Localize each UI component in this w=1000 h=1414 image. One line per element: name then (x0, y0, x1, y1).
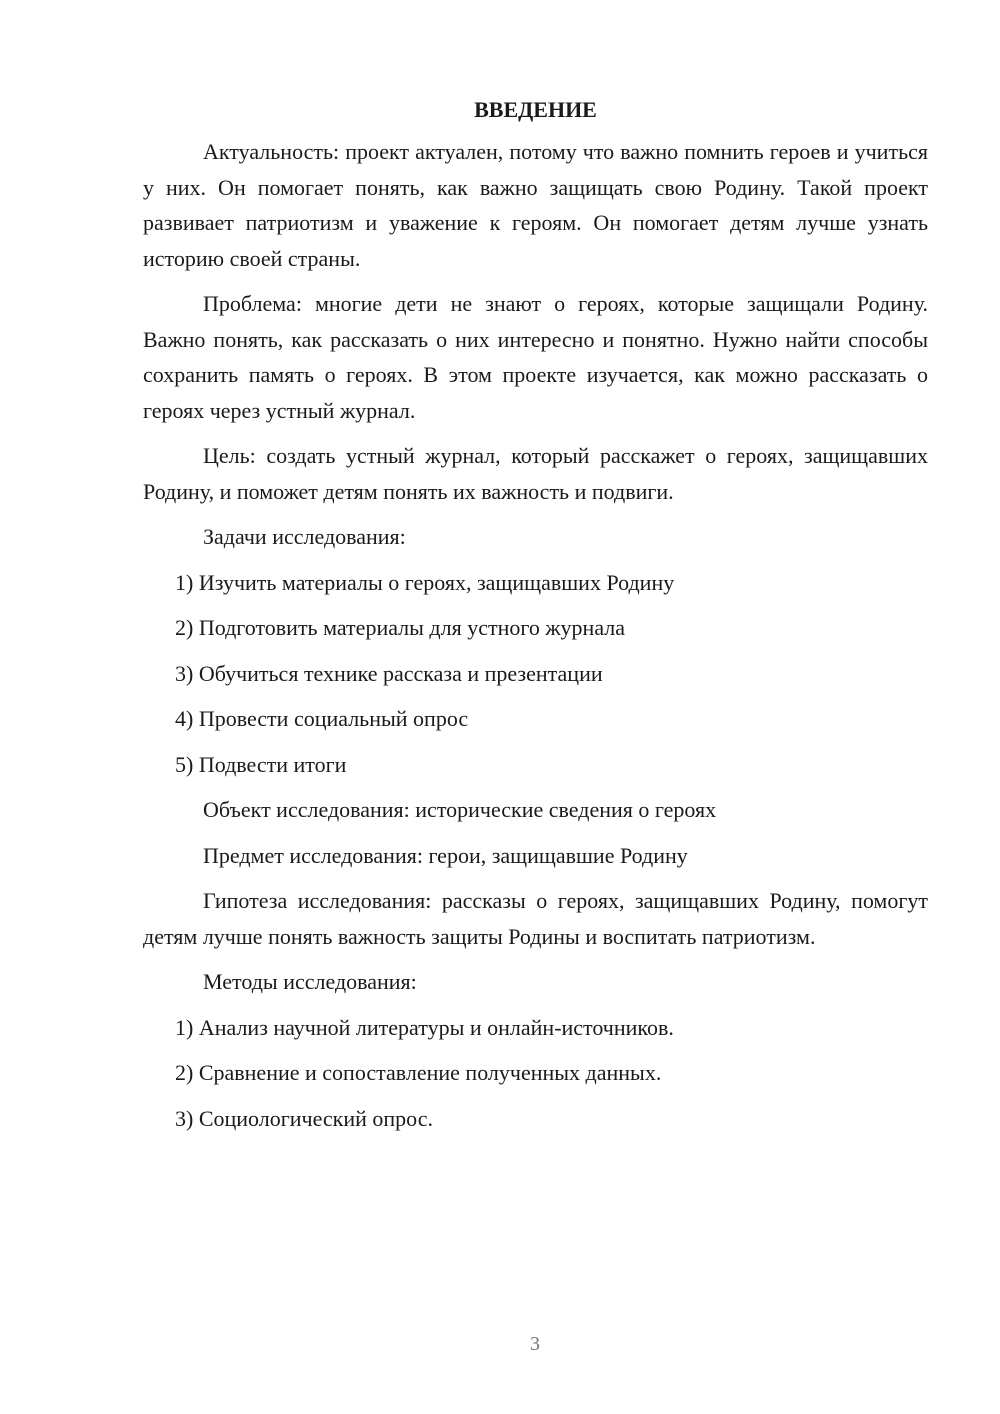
method-item-2: 2) Сравнение и сопоставление полученных данных. (175, 1060, 662, 1085)
task-item-5: 5) Подвести итоги (175, 751, 347, 777)
method-item-1: 1) Анализ научной литературы и онлайн-источников. (175, 1014, 674, 1040)
document-page (143, 92, 928, 1146)
task-item-3: 3) Обучиться технике рассказа и презентации (175, 660, 603, 686)
relevance-paragraph: Актуальность: проект актуален, потому что важно помнить героев и учиться у них. Он помогает понять, как важно защищать свою Родину. Такой проект развивает патриотизм и уважение к героям. Он помогает детям лучше узнать историю своей страны. (143, 139, 928, 271)
research-subject: Предмет исследования: герои, защищавшие Родину (203, 842, 688, 868)
goal-paragraph: Цель: создать устный журнал, который расскажет о героях, защищавших Родину, и поможет детям понять их важность и подвиги. (143, 443, 928, 504)
tasks-heading: Задачи исследования: (203, 524, 406, 549)
task-item-1: 1) Изучить материалы о героях, защищавших Родину (175, 569, 675, 595)
method-item-3: 3) Социологический опрос. (175, 1105, 433, 1131)
research-object: Объект исследования: исторические сведения о героях (203, 797, 717, 822)
methods-heading: Методы исследования: (203, 969, 417, 994)
page-title: ВВЕДЕНИЕ (474, 97, 597, 122)
hypothesis-paragraph: Гипотеза исследования: рассказы о героях, защищавших Родину, помогут детям лучше понять важность защиты Родины и воспитать патриотизм. (143, 888, 928, 949)
problem-paragraph: Проблема: многие дети не знают о героях, которые защищали Родину. Важно понять, как рассказать о них интересно и понятно. Нужно найти способы сохранить память о героях. В этом проекте изучается, как можно рассказать о героях через устный журнал. (143, 291, 928, 423)
task-item-2: 2) Подготовить материалы для устного журнала (175, 615, 626, 640)
task-item-4: 4) Провести социальный опрос (175, 706, 469, 731)
page-number: 3 (530, 1333, 540, 1355)
